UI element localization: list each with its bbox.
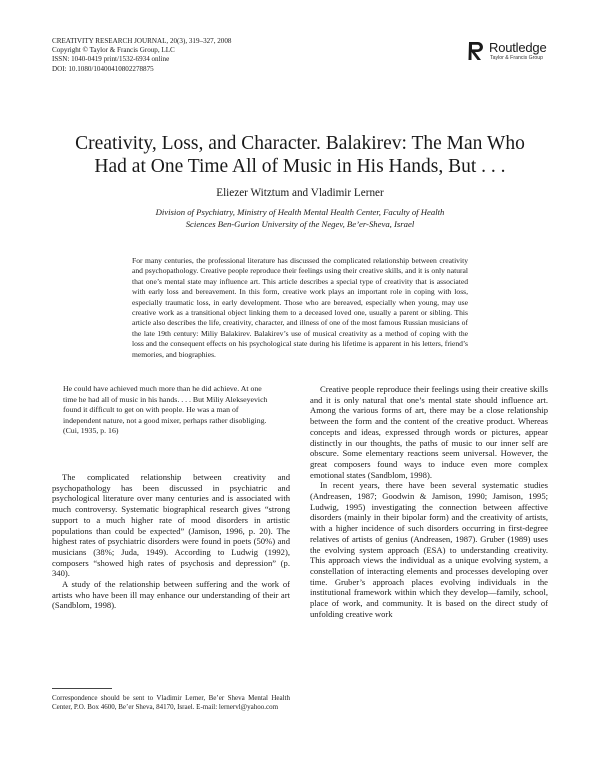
footnote-divider	[52, 688, 112, 689]
routledge-r-logo-icon	[466, 40, 486, 62]
body-column-right	[310, 384, 548, 619]
affiliation-line-1: Division of Psychiatry, Ministry of Health Mental Health Center, Faculty of Health	[155, 207, 445, 217]
copyright-notice: Copyright © Taylor & Francis Group, LLC	[52, 46, 175, 55]
affiliation	[90, 207, 510, 230]
title-line-2: Had at One Time All of Music in His Hands, But . . .	[94, 156, 506, 177]
doi: DOI: 10.1080/10400410802278875	[52, 64, 154, 73]
publisher-logo	[466, 40, 566, 64]
paragraph: Creative people reproduce their feelings using their creative skills and it is only natural that one’s mental state should influence art. Among the various forms of art, there may be a close relationship between the form and the content of the creative product. Whereas concepts and ideas, expressed through words or pictures, appear distinctly in our thoughts, the paths of music to our inner self are obscure. Some elementary reactions seem universal. However, the great composers found ways to induce even more complex emotional states (Sandblom, 1998).	[310, 384, 548, 480]
correspondence-footnote: Correspondence should be sent to Vladimir Lerner, Be’er Sheva Mental Health Center, P.O. Box 4600, Be’er Sheva, 84170, Israel. E-mail: lernervl@yahoo.com	[52, 694, 290, 712]
issn: ISSN: 1040-0419 print/1532-6934 online	[52, 55, 170, 64]
epigraph-quote: He could have achieved much more than he did achieve. At one time he had all of music in his hands. . . . But Miliy Alekseyevich found it difficult to get on with people. He was a man of independent nature, not a good mixer, perhaps rather disobliging. (Cui, 1935, p. 16)	[63, 384, 268, 436]
body-column-left	[52, 472, 290, 611]
journal-citation: CREATIVITY RESEARCH JOURNAL, 20(3), 319–327, 2008	[52, 37, 232, 45]
title-line-1: Creativity, Loss, and Character. Balakirev: The Man Who	[75, 133, 525, 154]
article-title	[40, 132, 560, 178]
publisher-name: Routledge	[489, 40, 547, 55]
affiliation-line-2: Sciences Ben-Gurion University of the Negev, Be’er-Sheva, Israel	[185, 218, 415, 229]
paragraph: A study of the relationship between suffering and the work of artists who have been ill may enhance our understanding of their art (Sandblom, 1998).	[52, 579, 290, 611]
publisher-tagline: Taylor & Francis Group	[490, 55, 544, 61]
author-list: Eliezer Witztum and Vladimir Lerner	[216, 187, 384, 199]
paragraph: In recent years, there have been several systematic studies (Andreasen, 1987; Goodwin & Jamison, 1990; Jamison, 1995; Ludwig, 1995) investigating the connection between affective disorders (mainly in their bipolar form) and the creativity of artists, with a higher incidence of such disorders occurring in first-degree relatives of artists of genius (Andreasen, 1987). Gruber (1989) uses the evolving system approach (ESA) to understanding creativity. This approach views the individual as a unique evolving system, a constellation of interacting elements and processes developing over time. Gruber’s approach places evolving individuals in the institutional framework within which they develop—family, school, place of work, and community. It is based on the direct study of unfolding creative work	[310, 480, 548, 619]
journal-header	[52, 37, 352, 74]
abstract: For many centuries, the professional literature has discussed the complicated relationship between creativity and psychopathology. Creative people reproduce their feelings using their creative skills, and it is only natural that one’s mental state may influence art. This article describes a special type of creativity that is associated with early loss and bereavement. In this form, creative work plays an important role in coping with loss, especially traumatic loss, in early development. Those who are bereaved, especially when young, may use creative work as a transitional object linking them to a deceased loved one, usually a parent or sibling. This article also describes the life, creativity, character, and illness of one of the most famous Russian musicians of the late 19th century: Miliy Balakirev. Balakirev’s use of musical creativity as a method of coping with the loss and the consequent effects on his psychological state during his lifetime is apparent in his letters, friend’s memories, and biographies.	[132, 256, 468, 359]
paragraph: The complicated relationship between creativity and psychopathology has been discussed in psychiatric and psychological literature over many centuries and is associated with much controversy. Systematic biographical research gives “strong support to a much higher rate of mood disorders in artistic populations than could be expected” (Jamison, 1996, p. 20). The highest rates of psychiatric disorders were found in poets (50%) and musicians (38%; Juda, 1949). According to Ludwig (1992), composers “showed high rates of psychosis and depression” (p. 340).	[52, 472, 290, 579]
